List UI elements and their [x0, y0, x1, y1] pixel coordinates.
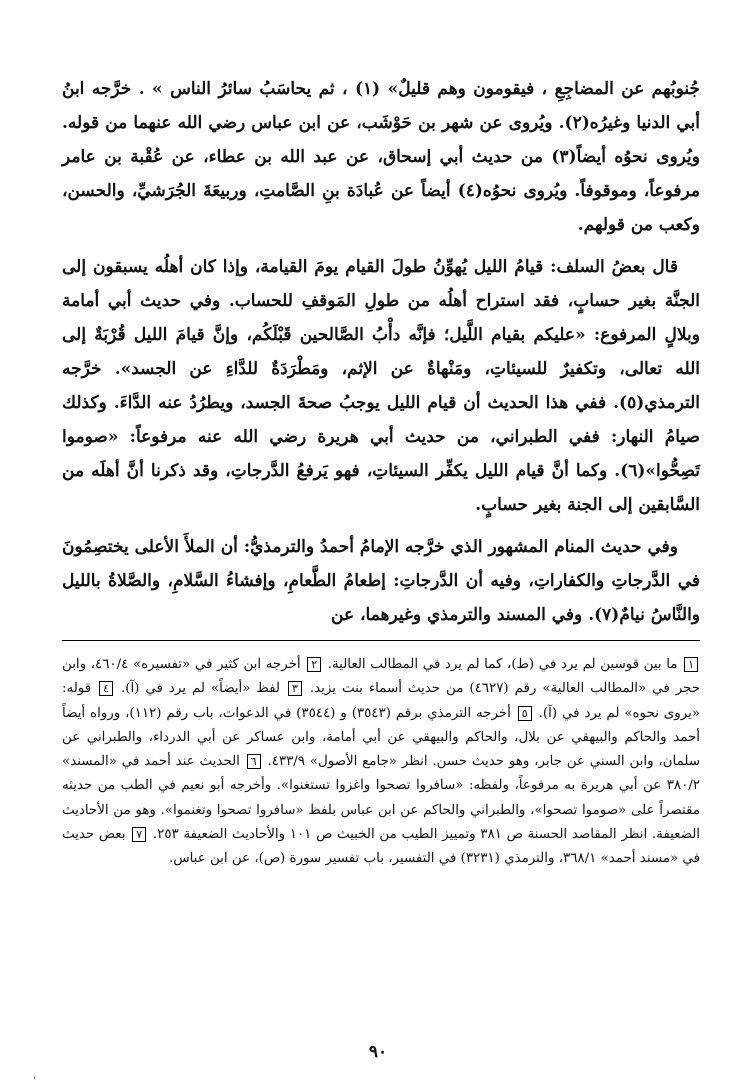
page-number: ٩٠ [368, 1042, 388, 1062]
footnote-text: لفظ «أيضاً» لم يرد في (آ). [120, 681, 280, 697]
main-text [62, 72, 700, 632]
footnote-number: ٦ [247, 754, 261, 769]
footnote-number: ٧ [132, 827, 146, 842]
book-page [62, 72, 700, 872]
footnote-text: أخرجه ابن كثير في «تفسيره» ٤٦٠/٤، وابن حجر في «المطالب العالية» رقم (٤٦٢٧) من حديث أسماء بنت يزيد. [62, 657, 700, 697]
footnote-text: أخرجه الترمذي برقم (٣٥٤٣) و (٣٥٤٤) في الدعوات، باب رقم (١١٢)، ورواه أيضاً أحمد والحاكم والبيهقي عن بلال، والحاكم والبيهقي عن أبي أمامة، وابن عساكر عن أبي الدرداء، والطبراني عن سلمان، وابن السني عن جابر، وهو حديث حسن. انظر «جامع الأصول» ٤٣٣/٩. [62, 705, 700, 770]
paragraph-1: جُنوبُهم عن المضاجِعِ ، فيقومون وهم قليلٌ» (١) ، ثم يحاسَبُ سائرُ الناس » . خرَّجه ابنُ أبي الدنيا وغيرُه(٢). ويُروى عن شهر بن حَوْشَب، عن ابن عباس رضي الله عنهما من قوله. ويُروى نحوُه أيضاً(٣) من حديث أبي إسحاق، عن عبد الله بن عطاء، عن عُقْبة بن عامر مرفوعاً، وموقوفاً. ويُروى نحوُه(٤) أيضاً عن عُبادَة بنِ الصَّامتِ، وربيعَةَ الجُرَشيِّ، والحسن، وكعب من قولهم. [62, 79, 701, 235]
footnote-number: ٥ [518, 706, 532, 721]
scan-mark: ' [33, 1076, 36, 1087]
footnote-number: ٤ [99, 681, 113, 696]
footnote-text: قوله: «يروى نحوه» لم يرد في (آ). [62, 681, 700, 721]
paragraph-3: وفي حديث المنام المشهور الذي خرَّجه الإمامُ أحمدُ والترمذيُّ: أن الملأَ الأعلى يختصِمُونَ في الدَّرجاتِ والكفاراتِ، وفيه أن الدَّرجاتِ: إطعامُ الطَّعامِ، وإفشاءُ السَّلامِ، والصَّلاةُ بالليل والنَّاسُ نيامٌ(٧). وفي المسند والترمذي وغيرهما، عن [62, 537, 700, 625]
footnote-number: ١ [684, 657, 698, 672]
paragraph-2: قال بعضُ السلف: قيامُ الليل يُهوِّنُ طولَ القيام يومَ القيامة، وإذا كان أهلُه يسبقون إلى الجنَّة بغير حسابٍ، فقد استراح أهلُه من طولِ المَوقفِ للحساب. وفي حديث أبي أمامة وبلالٍ المرفوع: «عليكم بقيام اللَّيل؛ فإنَّه دأْبُ الصَّالحين قَبْلَكُم، وإنَّ قيامَ الليل قُرْبَةٌ إلى الله تعالى، وتكفيرٌ للسيئاتِ، ومَنْهاةٌ عن الإثم، ومَطْرَدَةٌ للدَّاءِ عن الجسد». خرَّجه الترمذي(٥). ففي هذا الحديث أن قيام الليل يوجبُ صحةَ الجسد، ويطرُدُ عنه الدَّاءَ. وكذلك صيامُ النهار: ففي الطبراني، من حديث أبي هريرة رضي الله عنه مرفوعاً: «صوموا تَصِحُّوا»(٦). وكما أنَّ قيام الليل يكفِّر السيئاتِ، فهو يَرفعُ الدَّرجاتِ، وقد ذكرنا أنَّ أهلَه من السَّابقين إلى الجنة بغير حسابٍ. [62, 257, 700, 515]
footnote-divider [62, 640, 700, 641]
footnotes [62, 653, 700, 872]
footnote-number: ٢ [307, 657, 321, 672]
footnote-text: بعض حديث في «مسند أحمد» ٣٦٨/١، والترمذي (٣٢٣١) في التفسير، باب تفسير سورة (ص)، عن ابن عباس. [62, 827, 700, 867]
footnote-number: ٣ [288, 681, 302, 696]
footnote-text: الحديث عند أحمد في «المسند» ٣٨٠/٢ عن أبي هريرة به مرفوعاً، ولفظه: «سافروا تصحوا واغزوا تستغنوا». وأخرجه أبو نعيم في الطب من حديثه مقتصراً على «صوموا تصحوا»، والطبراني والحاكم عن ابن عباس بلفظ «سافروا تصحوا وتغنموا». وهو من الأحاديث الضعيفة. انظر المقاصد الحسنة ص ٣٨١ وتمييز الطيب من الخبيث ص ١٠١ والأحاديث الضعيفة ٢٥٣. [62, 754, 701, 843]
footnote-text: ما بين قوسين لم يرد في (ط)، كما لم يرد في المطالب العالية. [327, 657, 678, 672]
